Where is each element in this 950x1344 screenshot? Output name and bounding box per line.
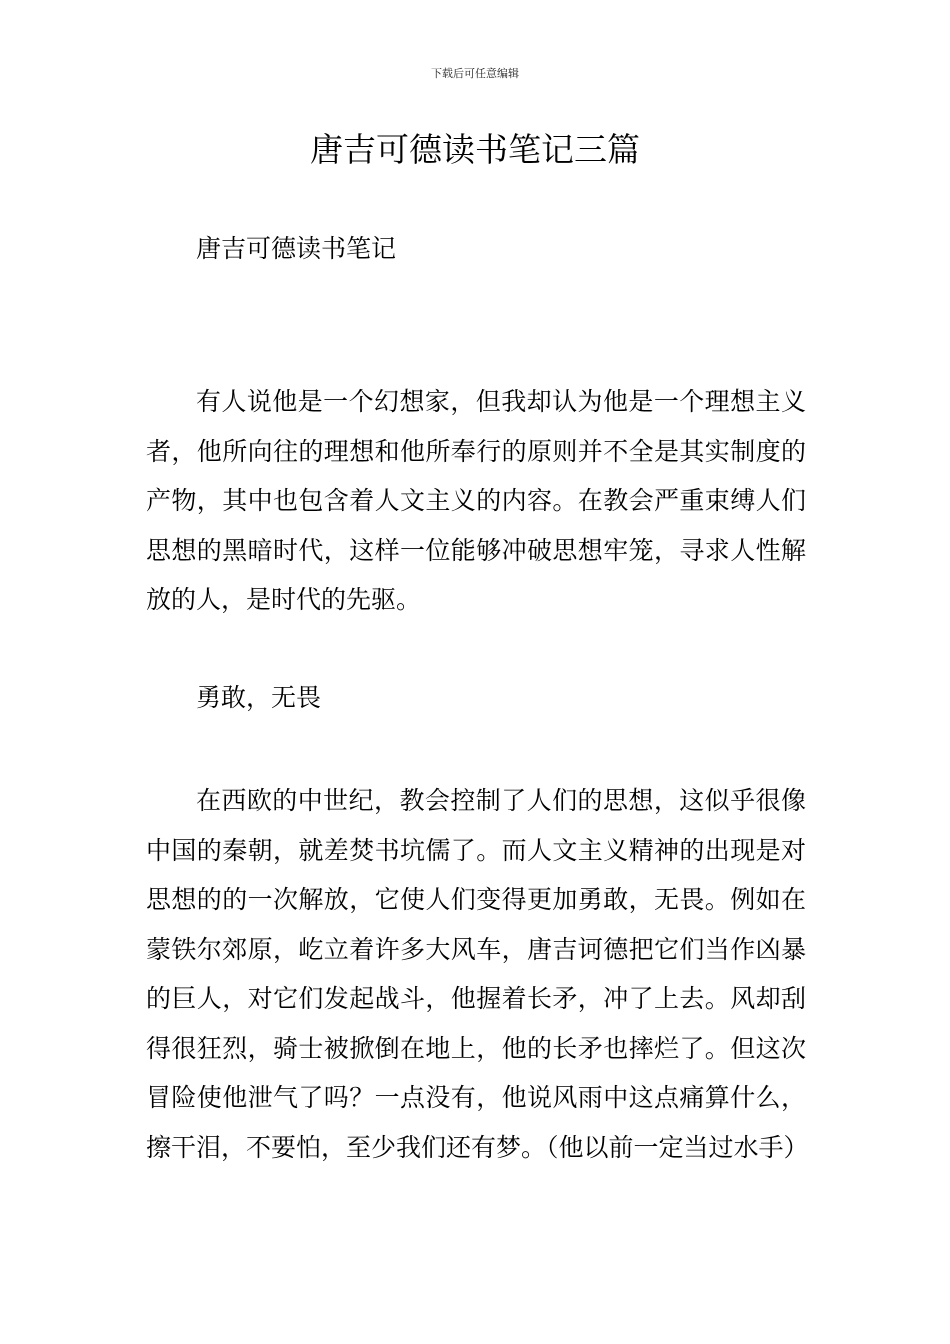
body-paragraph: 有人说他是一个幻想家，但我却认为他是一个理想主义者，他所向往的理想和他所奉行的原则并不全是其实制度的产物，其中也包含着人文主义的内容。在教会严重束缚人们思想的黑暗时代，这样一位能够冲破思想牢笼，寻求人性解放的人，是时代的先驱。	[146, 387, 806, 614]
document-title: 唐吉可德读书笔记三篇	[310, 130, 640, 169]
section-heading: 勇敢，无畏	[196, 683, 322, 712]
body-paragraph: 在西欧的中世纪，教会控制了人们的思想，这似乎很像中国的秦朝，就差焚书坑儒了。而人文主义精神的出现是对思想的的一次解放，它使人们变得更加勇敢，无畏。例如在蒙铁尔郊原，屹立着许多大风车，唐吉诃德把它们当作凶暴的巨人，对它们发起战斗，他握着长矛，冲了上去。风却刮得很狂烈，骑士被掀倒在地上，他的长矛也摔烂了。但这次冒险使他泄气了吗？一点没有，他说风雨中这点痛算什么，擦干泪，不要怕，至少我们还有梦。（他以前一定当过水手）	[146, 786, 809, 1162]
header-note: 下载后可任意编辑	[431, 67, 519, 80]
section-heading: 唐吉可德读书笔记	[196, 234, 397, 263]
